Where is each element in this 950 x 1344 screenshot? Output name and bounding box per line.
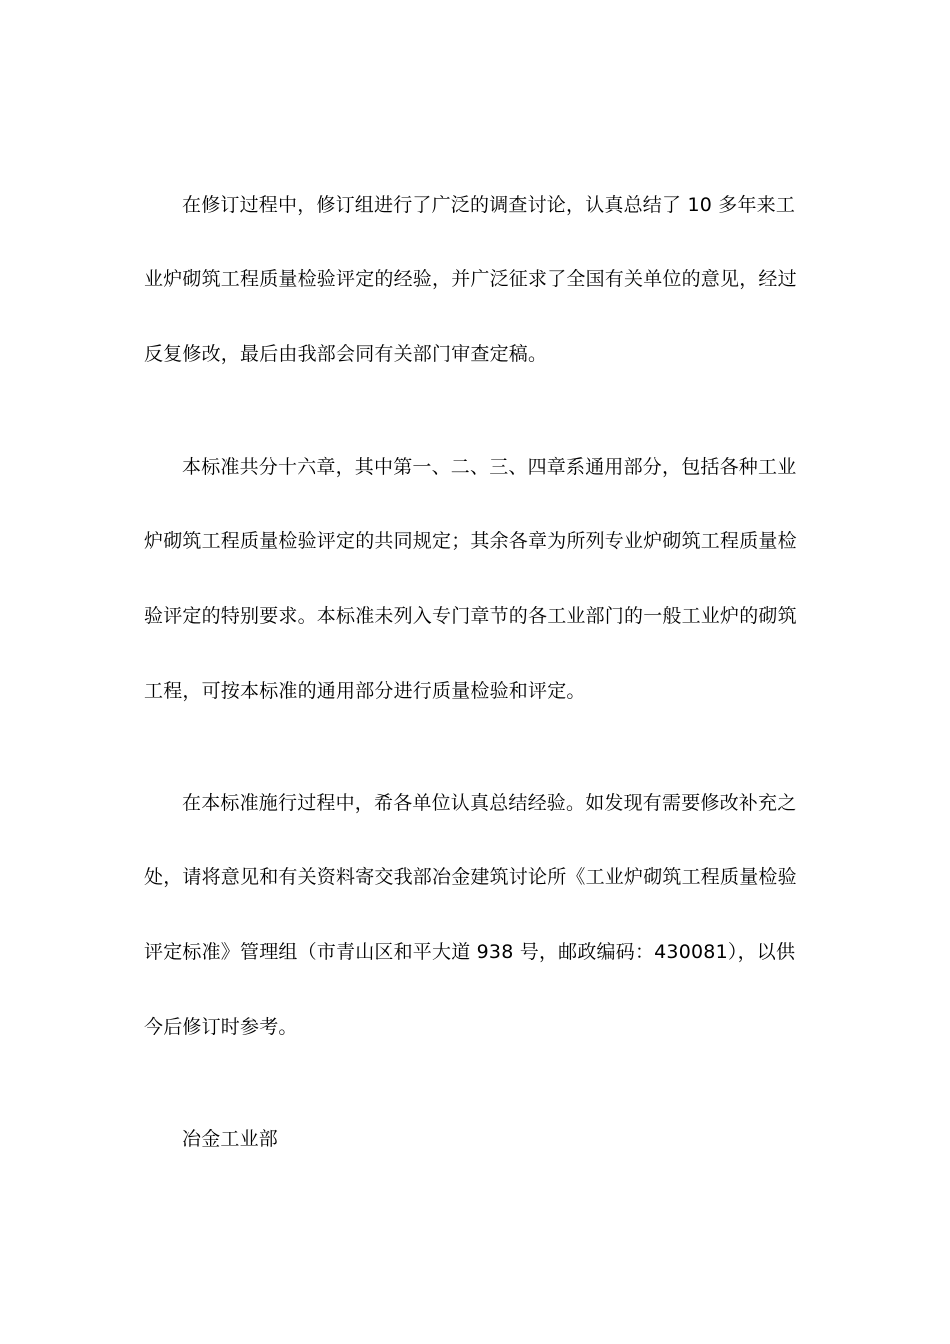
paragraph-3-line-4: 今后修订时参考。: [144, 1016, 298, 1038]
paragraph-3-line-1: 在本标准施行过程中，希各单位认真总结经验。如发现有需要修改补充之: [182, 792, 797, 814]
paragraph-2-line-2: 炉砌筑工程质量检验评定的共同规定；其余各章为所列专业炉砌筑工程质量检: [144, 530, 797, 552]
signature: 冶金工业部: [182, 1128, 279, 1150]
paragraph-2-line-4: 工程，可按本标准的通用部分进行质量检验和评定。: [144, 680, 586, 702]
paragraph-1-line-2: 业炉砌筑工程质量检验评定的经验，并广泛征求了全国有关单位的意见，经过: [144, 268, 797, 290]
paragraph-3-line-2: 处，请将意见和有关资料寄交我部冶金建筑讨论所《工业炉砌筑工程质量检验: [144, 866, 797, 888]
paragraph-2-line-3: 验评定的特别要求。本标准未列入专门章节的各工业部门的一般工业炉的砌筑: [144, 605, 797, 627]
paragraph-3-line-3: 评定标准》管理组（市青山区和平大道 938 号，邮政编码：430081），以供: [144, 941, 796, 963]
paragraph-1-line-3: 反复修改，最后由我部会同有关部门审查定稿。: [144, 343, 548, 365]
paragraph-1-line-1: 在修订过程中，修订组进行了广泛的调查讨论，认真总结了 10 多年来工: [182, 194, 796, 216]
paragraph-2-line-1: 本标准共分十六章，其中第一、二、三、四章系通用部分，包括各种工业: [182, 456, 797, 478]
